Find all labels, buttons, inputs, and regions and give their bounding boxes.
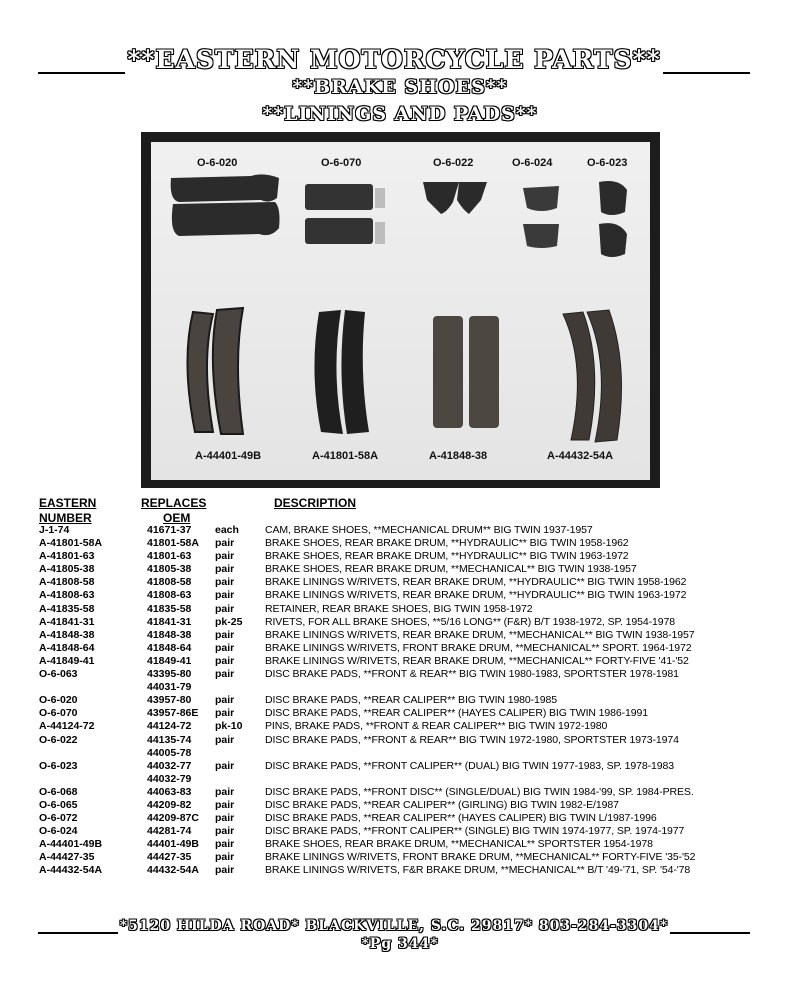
part-number-cell: O-6-063 xyxy=(39,668,78,681)
pad-o-6-022-image xyxy=(423,182,487,214)
part-number-cell: A-44432-54A xyxy=(39,864,103,877)
oem-number-cell: 43395-80 xyxy=(147,668,192,681)
oem-number-cell: 44432-54A xyxy=(147,864,199,877)
description-cell: RETAINER, REAR BRAKE SHOES, BIG TWIN 1958-1972 xyxy=(265,602,533,615)
quantity-cell: pair xyxy=(215,537,235,550)
part-number-cell: O-6-068 xyxy=(39,785,78,798)
pad-o-6-020-image xyxy=(171,174,280,236)
part-number-cell: O-6-022 xyxy=(39,733,78,746)
quantity-cell: pair xyxy=(215,838,235,851)
part-number-cell: O-6-072 xyxy=(39,812,78,825)
table-row xyxy=(39,576,779,589)
shoe-a-44401-49b-image xyxy=(187,308,243,434)
table-row xyxy=(39,589,779,602)
oem-number-cell: 44124-72 xyxy=(147,720,192,733)
quantity-cell: pair xyxy=(215,825,235,838)
photo-label: A-41848-38 xyxy=(429,450,488,462)
product-photo xyxy=(141,132,660,488)
description-cell: CAM, BRAKE SHOES, **MECHANICAL DRUM** BIG TWIN 1937-1957 xyxy=(265,524,593,536)
description-cell: DISC BRAKE PADS, **FRONT CALIPER** (DUAL) BIG TWIN 1977-1983, SP. 1978-1983 xyxy=(265,759,674,772)
oem-number-cell: 44427-35 xyxy=(147,851,192,864)
oem-number-cell: 41848-38 xyxy=(147,628,192,641)
parts-table xyxy=(39,524,779,878)
photo-label: O-6-020 xyxy=(197,157,238,169)
title-row xyxy=(38,40,750,74)
table-row xyxy=(39,668,779,681)
product-photo-backdrop xyxy=(151,142,650,480)
part-number-cell: A-44124-72 xyxy=(39,720,95,733)
photo-label: A-44401-49B xyxy=(195,450,262,462)
table-row xyxy=(39,524,779,537)
table-row xyxy=(39,629,779,642)
description-cell: BRAKE LININGS W/RIVETS, FRONT BRAKE DRUM, **MECHANICAL** SPORT. 1964-1972 xyxy=(265,641,692,654)
quantity-cell: pair xyxy=(215,602,235,615)
photo-label: O-6-024 xyxy=(512,157,553,169)
subtitle-linings-pads: **LININGS AND PADS** xyxy=(262,103,538,125)
description-cell: BRAKE LININGS W/RIVETS, F&R BRAKE DRUM, **MECHANICAL** B/T '49-'71, SP. '54-'78 xyxy=(265,864,691,877)
description-cell: BRAKE LININGS W/RIVETS, REAR BRAKE DRUM, **MECHANICAL** BIG TWIN 1938-1957 xyxy=(265,628,695,641)
part-number-cell: A-41801-63 xyxy=(39,550,95,563)
part-number-cell: A-41848-38 xyxy=(39,628,95,641)
oem-number-cell: 41848-64 xyxy=(147,641,192,654)
part-number-cell: A-41848-64 xyxy=(39,641,95,654)
description-cell: DISC BRAKE PADS, **REAR CALIPER** (GIRLING) BIG TWIN 1982-E/1987 xyxy=(265,798,619,811)
description-cell: BRAKE LININGS W/RIVETS, REAR BRAKE DRUM, **MECHANICAL** FORTY-FIVE '41-'52 xyxy=(265,654,689,667)
oem-number-cell: 44281-74 xyxy=(147,825,192,838)
oem-number-cell: 41841-31 xyxy=(147,615,192,628)
quantity-cell: pair xyxy=(215,798,235,811)
quantity-cell: pair xyxy=(215,864,235,877)
table-row xyxy=(39,799,779,812)
column-header-description: DESCRIPTION xyxy=(274,496,357,510)
description-cell: RIVETS, FOR ALL BRAKE SHOES, **5/16 LONG** (F&R) B/T 1938-1972, SP. 1954-1978 xyxy=(265,615,675,628)
table-row xyxy=(39,707,779,720)
pad-o-6-024-image xyxy=(523,186,559,248)
oem-number-cell: 41808-63 xyxy=(147,589,192,602)
quantity-cell: pk-10 xyxy=(215,720,243,733)
quantity-cell: pair xyxy=(215,654,235,667)
table-row xyxy=(39,734,779,747)
oem-number-cell: 41808-58 xyxy=(147,576,192,589)
quantity-cell: each xyxy=(215,524,239,536)
quantity-cell: pair xyxy=(215,707,235,720)
quantity-cell: pair xyxy=(215,589,235,602)
part-number-cell: A-41841-31 xyxy=(39,615,95,628)
table-row xyxy=(39,655,779,668)
description-cell: PINS, BRAKE PADS, **FRONT & REAR CALIPER** BIG TWIN 1972-1980 xyxy=(265,720,608,733)
oem-number-cell: 44031-79 xyxy=(147,681,192,694)
quantity-cell: pair xyxy=(215,785,235,798)
table-row xyxy=(39,747,779,760)
page-number: *Pg 344* xyxy=(361,936,439,952)
lining-a-41848-38-image xyxy=(433,316,499,428)
table-row xyxy=(39,616,779,629)
footer-address: *5120 HILDA ROAD* BLACKVILLE, S.C. 29817* 803-284-3304* xyxy=(119,918,669,934)
description-cell: DISC BRAKE PADS, **REAR CALIPER** (HAYES CALIPER) BIG TWIN 1986-1991 xyxy=(265,707,648,720)
description-cell: DISC BRAKE PADS, **REAR CALIPER** BIG TWIN 1980-1985 xyxy=(265,694,558,707)
column-header-number: NUMBER xyxy=(39,511,92,525)
description-cell: DISC BRAKE PADS, **FRONT & REAR** BIG TWIN 1972-1980, SPORTSTER 1973-1974 xyxy=(265,733,679,746)
part-number-cell: A-41805-38 xyxy=(39,563,95,576)
description-cell: BRAKE LININGS W/RIVETS, REAR BRAKE DRUM, **HYDRAULIC** BIG TWIN 1958-1962 xyxy=(265,576,687,589)
description-cell: DISC BRAKE PADS, **REAR CALIPER** (HAYES CALIPER) BIG TWIN L/1987-1996 xyxy=(265,812,657,825)
subtitle-brake-shoes: **BRAKE SHOES** xyxy=(292,76,508,98)
part-number-cell: A-41808-63 xyxy=(39,589,95,602)
oem-number-cell: 44032-77 xyxy=(147,759,192,772)
oem-number-cell: 44401-49B xyxy=(147,838,199,851)
oem-number-cell: 44135-74 xyxy=(147,733,192,746)
quantity-cell: pair xyxy=(215,563,235,576)
photo-label: A-44432-54A xyxy=(547,450,614,462)
part-number-cell: O-6-070 xyxy=(39,707,78,720)
description-cell: BRAKE LININGS W/RIVETS, FRONT BRAKE DRUM, **MECHANICAL** FORTY-FIVE '35-'52 xyxy=(265,851,696,864)
table-row xyxy=(39,864,779,877)
table-row xyxy=(39,642,779,655)
page-title: **EASTERN MOTORCYCLE PARTS** xyxy=(127,45,661,74)
oem-number-cell: 41805-38 xyxy=(147,563,192,576)
title-left-rule xyxy=(38,52,125,74)
part-number-cell: A-41801-58A xyxy=(39,537,103,550)
table-row xyxy=(39,550,779,563)
part-number-cell: A-41808-58 xyxy=(39,576,95,589)
quantity-cell: pair xyxy=(215,759,235,772)
part-number-cell: O-6-020 xyxy=(39,694,78,707)
quantity-cell: pair xyxy=(215,668,235,681)
table-row xyxy=(39,812,779,825)
oem-number-cell: 41849-41 xyxy=(147,654,192,667)
description-cell: DISC BRAKE PADS, **FRONT CALIPER** (SINGLE) BIG TWIN 1974-1977, SP. 1974-1977 xyxy=(265,825,685,838)
part-number-cell: A-41849-41 xyxy=(39,654,95,667)
photo-label: O-6-070 xyxy=(321,157,362,169)
table-row xyxy=(39,786,779,799)
oem-number-cell: 41671-37 xyxy=(147,524,192,536)
oem-number-cell: 41835-58 xyxy=(147,602,192,615)
photo-label: O-6-022 xyxy=(433,157,474,169)
title-right-rule xyxy=(663,52,750,74)
oem-number-cell: 41801-58A xyxy=(147,537,199,550)
column-header-replaces: REPLACES xyxy=(141,496,207,510)
part-number-cell: O-6-065 xyxy=(39,798,78,811)
part-number-cell: A-41835-58 xyxy=(39,602,95,615)
table-row xyxy=(39,681,779,694)
part-number-cell: A-44427-35 xyxy=(39,851,95,864)
oem-number-cell: 43957-86E xyxy=(147,707,199,720)
oem-number-cell: 44005-78 xyxy=(147,746,192,759)
shoe-a-41801-58a-image xyxy=(314,310,369,434)
quantity-cell: pk-25 xyxy=(215,615,243,628)
description-cell: BRAKE SHOES, REAR BRAKE DRUM, **MECHANICAL** BIG TWIN 1938-1957 xyxy=(265,563,637,576)
table-row xyxy=(39,694,779,707)
column-header-eastern: EASTERN xyxy=(39,496,97,510)
photo-label: A-41801-58A xyxy=(312,450,379,462)
table-row xyxy=(39,760,779,773)
table-row xyxy=(39,603,779,616)
description-cell: BRAKE LININGS W/RIVETS, REAR BRAKE DRUM, **HYDRAULIC** BIG TWIN 1963-1972 xyxy=(265,589,687,602)
lining-a-44432-54a-image xyxy=(563,310,622,442)
description-cell: DISC BRAKE PADS, **FRONT DISC** (SINGLE/DUAL) BIG TWIN 1984-'99, SP. 1984-PRES. xyxy=(265,785,694,798)
table-row xyxy=(39,851,779,864)
table-row xyxy=(39,773,779,786)
quantity-cell: pair xyxy=(215,694,235,707)
description-cell: DISC BRAKE PADS, **FRONT & REAR** BIG TWIN 1980-1983, SPORTSTER 1978-1981 xyxy=(265,668,679,681)
quantity-cell: pair xyxy=(215,812,235,825)
quantity-cell: pair xyxy=(215,733,235,746)
table-row xyxy=(39,838,779,851)
oem-number-cell: 41801-63 xyxy=(147,550,192,563)
table-row xyxy=(39,537,779,550)
oem-number-cell: 44032-79 xyxy=(147,772,192,785)
part-number-cell: J-1-74 xyxy=(39,524,70,536)
oem-number-cell: 44063-83 xyxy=(147,785,192,798)
brake-parts-illustration xyxy=(151,142,650,480)
description-cell: BRAKE SHOES, REAR BRAKE DRUM, **HYDRAULIC** BIG TWIN 1963-1972 xyxy=(265,550,629,563)
table-row xyxy=(39,563,779,576)
description-cell: BRAKE SHOES, REAR BRAKE DRUM, **MECHANICAL** SPORTSTER 1954-1978 xyxy=(265,838,653,851)
quantity-cell: pair xyxy=(215,851,235,864)
footer-row xyxy=(38,912,750,934)
footer-left-rule xyxy=(38,912,118,934)
table-row xyxy=(39,825,779,838)
oem-number-cell: 44209-87C xyxy=(147,812,199,825)
oem-number-cell: 44209-82 xyxy=(147,798,192,811)
column-header-oem: OEM xyxy=(163,511,191,525)
pad-o-6-070-image xyxy=(305,184,385,244)
quantity-cell: pair xyxy=(215,576,235,589)
oem-number-cell: 43957-80 xyxy=(147,694,192,707)
part-number-cell: O-6-024 xyxy=(39,825,78,838)
table-row xyxy=(39,720,779,733)
quantity-cell: pair xyxy=(215,641,235,654)
description-cell: BRAKE SHOES, REAR BRAKE DRUM, **HYDRAULIC** BIG TWIN 1958-1962 xyxy=(265,537,629,550)
footer-right-rule xyxy=(670,912,750,934)
part-number-cell: O-6-023 xyxy=(39,759,78,772)
quantity-cell: pair xyxy=(215,628,235,641)
quantity-cell: pair xyxy=(215,550,235,563)
part-number-cell: A-44401-49B xyxy=(39,838,103,851)
photo-label: O-6-023 xyxy=(587,157,628,169)
pad-o-6-023-image xyxy=(599,181,627,257)
